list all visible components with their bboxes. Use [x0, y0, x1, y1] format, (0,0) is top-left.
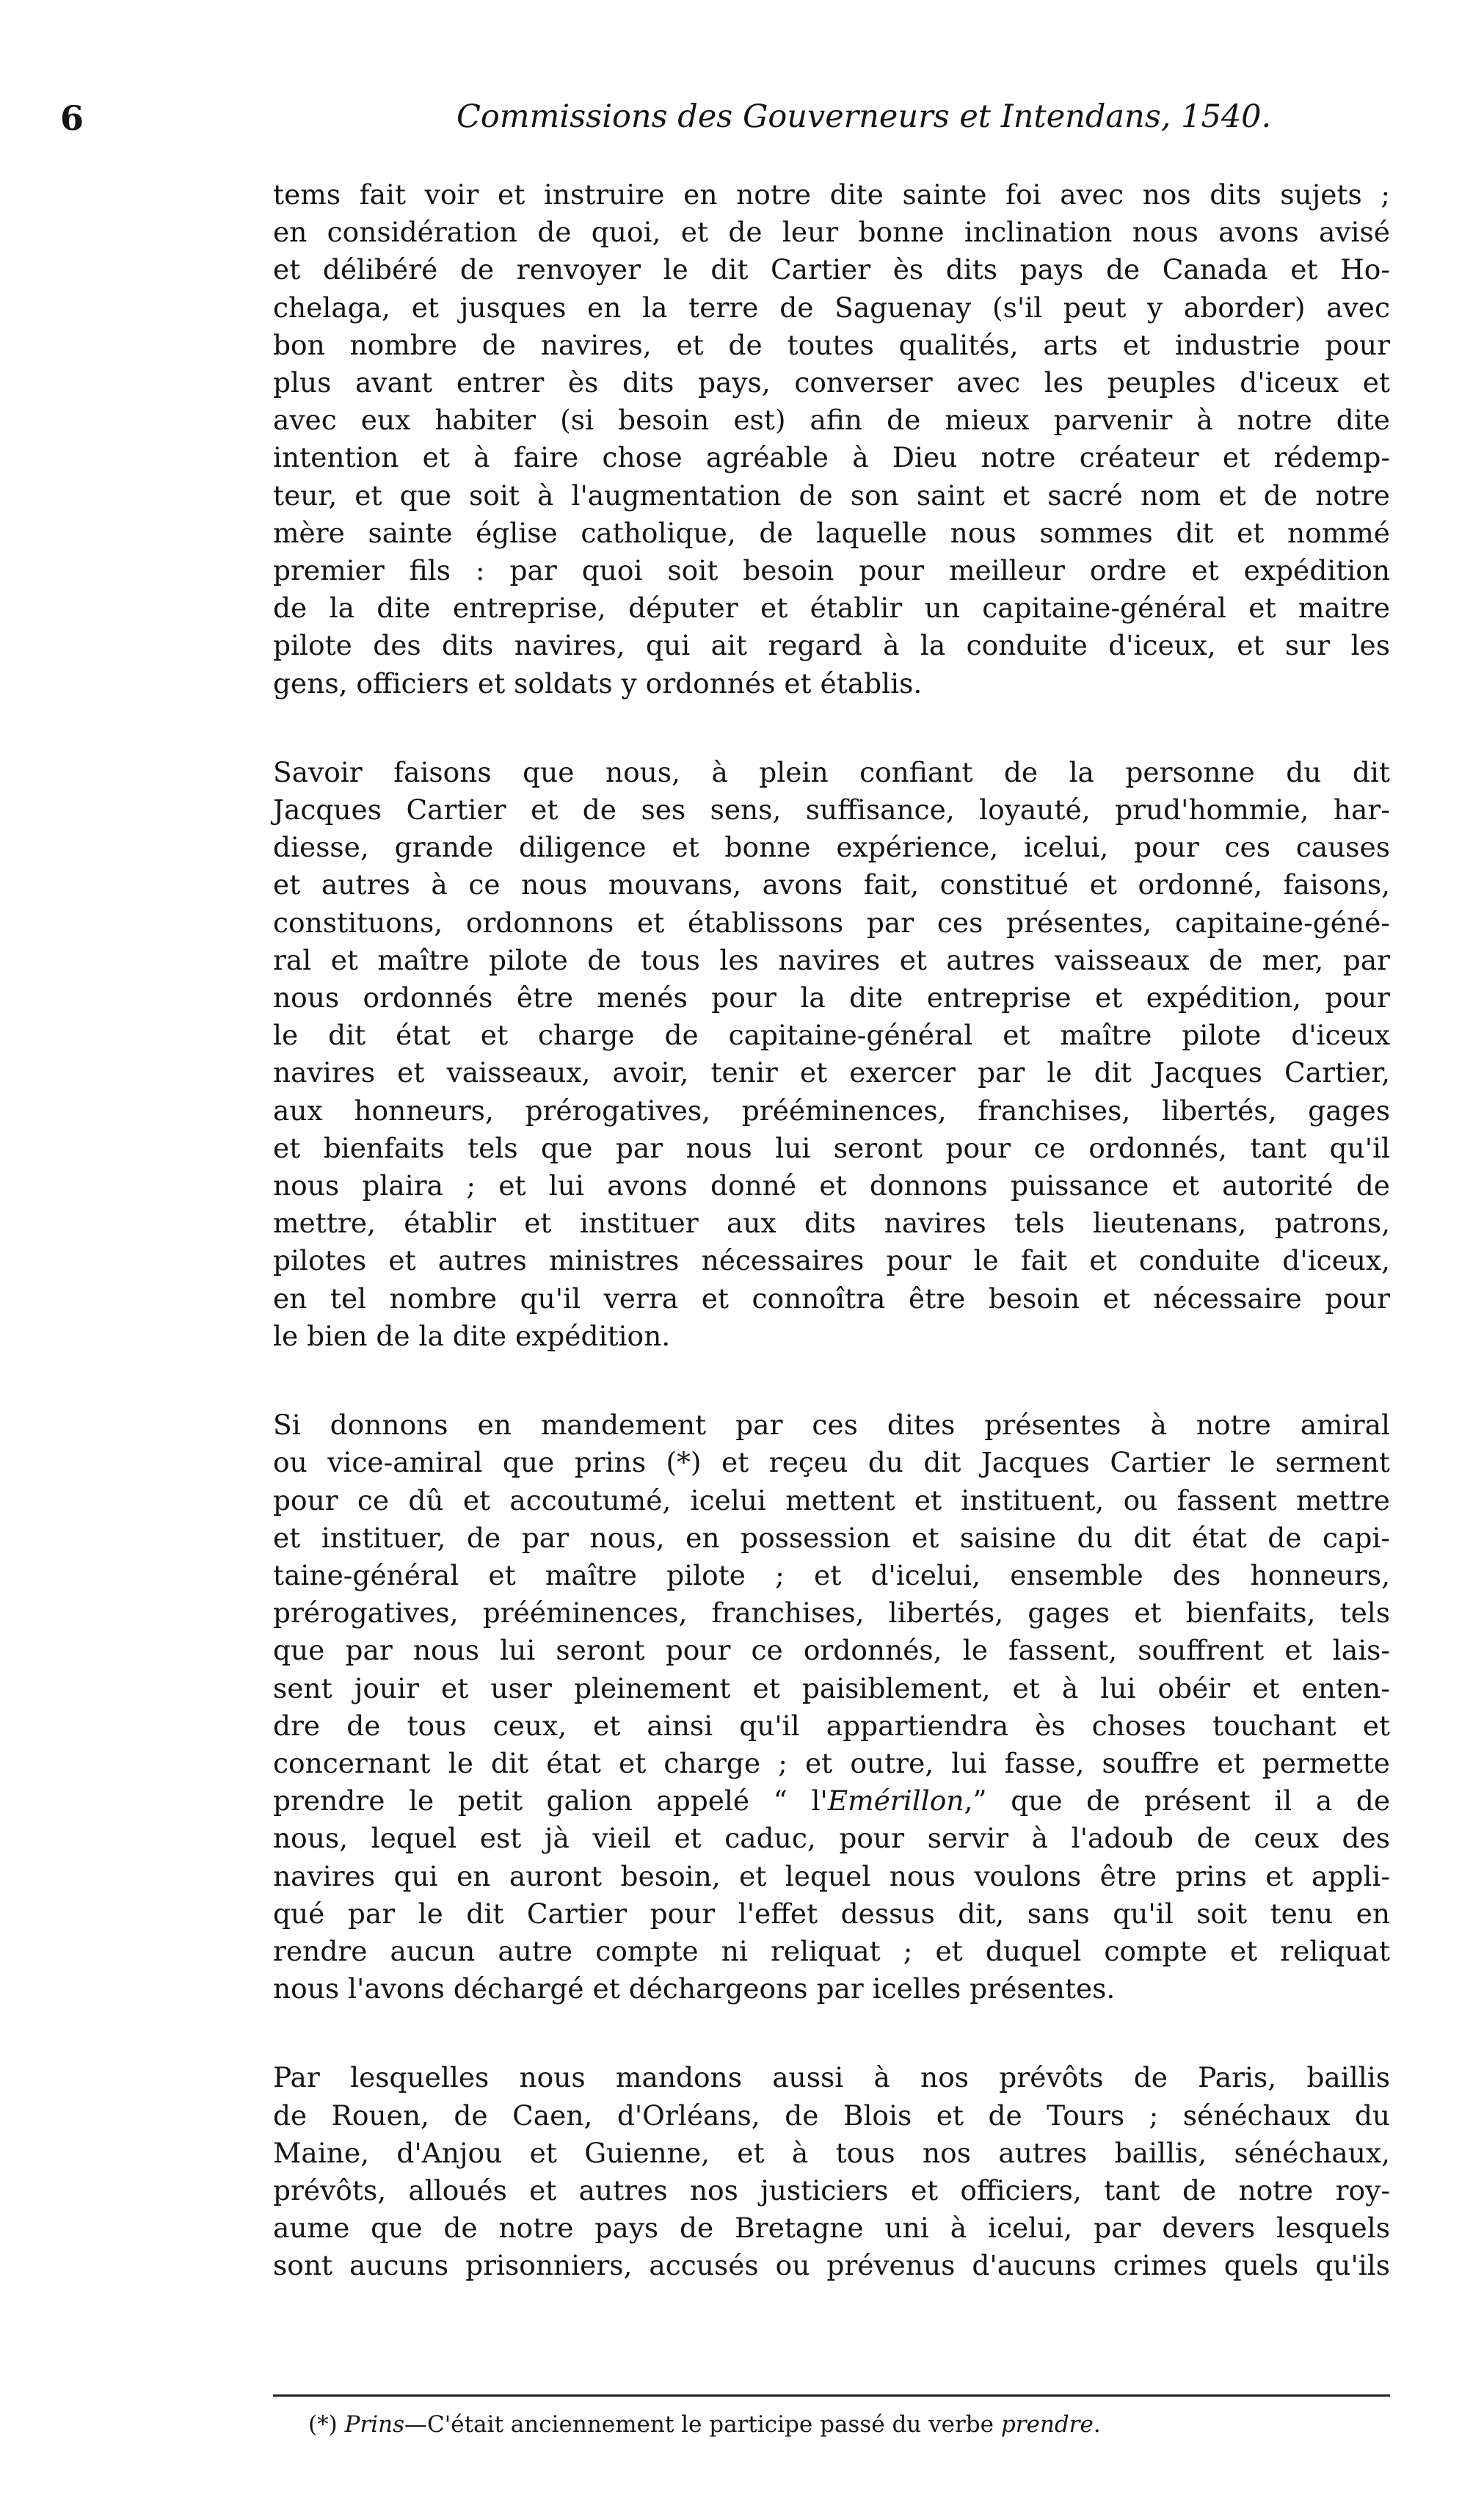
page-header: [60, 87, 1425, 167]
text-line: tems fait voir et instruire en notre dite sainte foi avec nos dits sujets ;: [273, 178, 1390, 211]
text-line: qué par le dit Cartier pour l'effet dessus dit, sans qu'il soit tenu en: [273, 1897, 1390, 1930]
text-line: gens, officiers et soldats y ordonnés et établis.: [273, 667, 923, 700]
footnote-term-2: prendre.: [1000, 2411, 1101, 2438]
text-line: Si donnons en mandement par ces dites présentes à notre amiral: [273, 1409, 1390, 1442]
text-line: navires qui en auront besoin, et lequel nous voulons être prins et appli-: [273, 1859, 1390, 1892]
text-line: mettre, établir et instituer aux dits navires tels lieutenans, patrons,: [273, 1207, 1390, 1240]
text-line: Par lesquelles nous mandons aussi à nos prévôts de Paris, baillis: [273, 2061, 1390, 2094]
ship-name: Emérillon: [827, 1784, 964, 1817]
text-line: rendre aucun autre compte ni reliquat ; et duquel compte et reliquat: [273, 1934, 1390, 1967]
paragraph: [273, 176, 1390, 702]
text-line: le bien de la dite expédition.: [273, 1319, 671, 1352]
text-line: prérogatives, prééminences, franchises, libertés, gages et bienfaits, tels: [273, 1597, 1390, 1630]
text-line: chelaga, et jusques en la terre de Saguenay (s'il peut y aborder) avec: [273, 291, 1390, 324]
text-line: navires et vaisseaux, avoir, tenir et exercer par le dit Jacques Cartier,: [273, 1056, 1390, 1089]
text-line: premier fils : par quoi soit besoin pour meilleur ordre et expédition: [273, 554, 1390, 587]
text-line: prévôts, alloués et autres nos justiciers et officiers, tant de notre roy-: [273, 2173, 1390, 2207]
text-line: sent jouir et user pleinement et paisiblement, et à lui obéir et enten-: [273, 1671, 1390, 1704]
text-line: et autres à ce nous mouvans, avons fait, constitué et ordonné, faisons,: [273, 868, 1390, 901]
footnote-text: —C'était anciennement le participe passé du verbe: [404, 2411, 994, 2438]
text-line: bon nombre de navires, et de toutes qualités, arts et industrie pour: [273, 328, 1390, 361]
text-line: en considération de quoi, et de leur bonne inclination nous avons avisé: [273, 216, 1390, 249]
text-line: nous l'avons déchargé et déchargeons par icelles présentes.: [273, 1972, 1116, 2005]
text-line: avec eux habiter (si besoin est) afin de mieux parvenir à notre dite: [273, 404, 1390, 437]
text-line: en tel nombre qu'il verra et connoîtra être besoin et nécessaire pour: [273, 1282, 1390, 1315]
text-line: pour ce dû et accoutumé, icelui mettent et instituent, ou fassent mettre: [273, 1483, 1390, 1517]
text-line: taine-général et maître pilote ; et d'icelui, ensemble des honneurs,: [273, 1558, 1390, 1591]
footnote-marker: (*): [308, 2411, 338, 2438]
text-line: diesse, grande diligence et bonne expérience, icelui, pour ces causes: [273, 831, 1390, 864]
body-text: [273, 176, 1390, 2285]
text-line: constituons, ordonnons et établissons par ces présentes, capitaine-géné-: [273, 906, 1390, 939]
text-line: aux honneurs, prérogatives, prééminences, franchises, libertés, gages: [273, 1094, 1390, 1127]
text-line: concernant le dit état et charge ; et outre, lui fasse, souffre et permette: [273, 1746, 1390, 1779]
text-line: nous, lequel est jà vieil et caduc, pour servir à l'adoub de ceux des: [273, 1822, 1390, 1855]
text-line: et instituer, de par nous, en possession et saisine du dit état de capi-: [273, 1521, 1390, 1554]
text-line: ral et maître pilote de tous les navires et autres vaisseaux de mer, par: [273, 943, 1390, 976]
text-line: Savoir faisons que nous, à plein confiant de la personne du dit: [273, 755, 1390, 788]
text-line: pilotes et autres ministres nécessaires pour le fait et conduite d'iceux,: [273, 1244, 1390, 1277]
text-line: plus avant entrer ès dits pays, converser avec les peuples d'iceux et: [273, 366, 1390, 399]
text-line: nous plaira ; et lui avons donné et donnons puissance et autorité de: [273, 1169, 1390, 1202]
running-title: Commissions des Gouverneurs et Intendans, 1540.: [457, 98, 1272, 135]
text-line: le dit état et charge de capitaine-général et maître pilote d'iceux: [273, 1019, 1390, 1052]
text-line: et bienfaits tels que par nous lui seront pour ce ordonnés, tant qu'il: [273, 1131, 1390, 1164]
text-line: Jacques Cartier et de ses sens, suffisance, loyauté, prud'hommie, har-: [273, 793, 1390, 827]
text-line: mère sainte église catholique, de laquelle nous sommes dit et nommé: [273, 516, 1390, 549]
footnote-term: Prins: [344, 2411, 405, 2438]
text-line: teur, et que soit à l'augmentation de son saint et sacré nom et de notre: [273, 479, 1390, 512]
text-line: prendre le petit galion appelé “ l'Emérillon,” que de présent il a de: [273, 1784, 1391, 1817]
footnote: [308, 2410, 1390, 2439]
paragraph: [273, 754, 1390, 1355]
text-line: aume que de notre pays de Bretagne uni à icelui, par devers lesquels: [273, 2212, 1390, 2245]
text-line: ou vice-amiral que prins (*) et reçeu du dit Jacques Cartier le serment: [273, 1446, 1390, 1479]
text-line: de Rouen, de Caen, d'Orléans, de Blois et de Tours ; sénéchaux du: [273, 2099, 1390, 2132]
text-line: intention et à faire chose agréable à Dieu notre créateur et rédemp-: [273, 441, 1390, 474]
text-line: sont aucuns prisonniers, accusés ou prévenus d'aucuns crimes quels qu'ils: [273, 2249, 1390, 2282]
text-line: Maine, d'Anjou et Guienne, et à tous nos autres baillis, sénéchaux,: [273, 2136, 1390, 2169]
text-line: dre de tous ceux, et ainsi qu'il appartiendra ès choses touchant et: [273, 1709, 1390, 1742]
text-line: et délibéré de renvoyer le dit Cartier ès dits pays de Canada et Ho-: [273, 253, 1390, 286]
footnote-rule: [273, 2394, 1390, 2397]
text-line: que par nous lui seront pour ce ordonnés, le fassent, souffrent et lais-: [273, 1634, 1390, 1667]
text-line: pilote des dits navires, qui ait regard à la conduite d'iceux, et sur les: [273, 629, 1390, 662]
text-line: nous ordonnés être menés pour la dite entreprise et expédition, pour: [273, 981, 1390, 1014]
paragraph: [273, 2059, 1390, 2284]
page-number: 6: [60, 98, 84, 138]
paragraph: [273, 1406, 1390, 2008]
text-line: de la dite entreprise, députer et établir un capitaine-général et maitre: [273, 592, 1390, 625]
